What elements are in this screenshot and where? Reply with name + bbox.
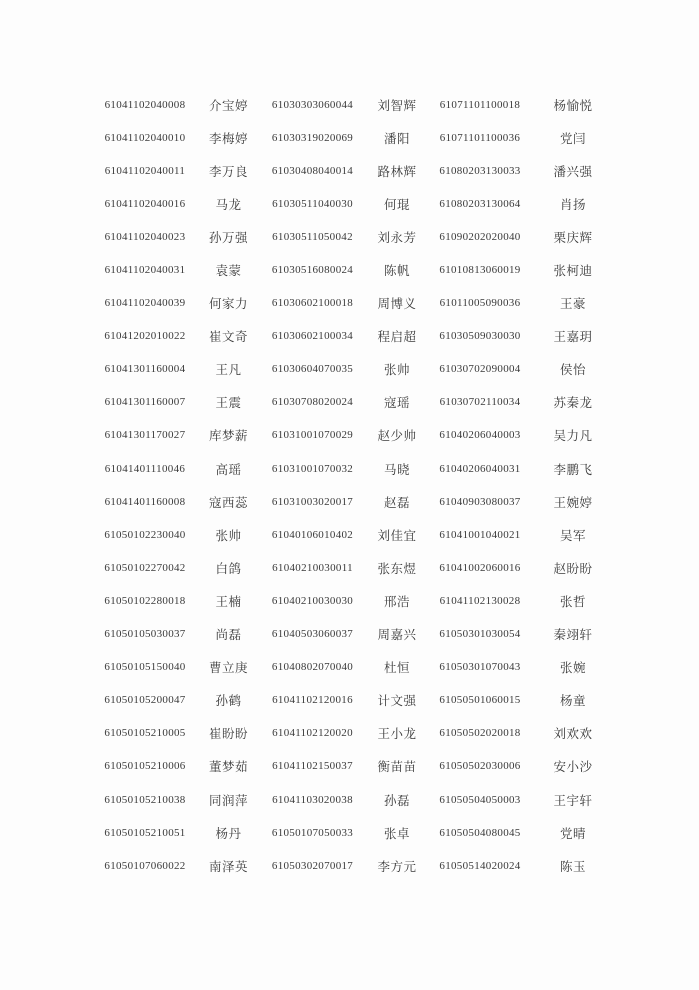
student-name-cell: 张哲 bbox=[559, 594, 586, 609]
student-name-cell: 周博义 bbox=[377, 297, 417, 312]
student-id-cell: 61010813060019 bbox=[439, 264, 521, 277]
student-name-cell: 李梅婷 bbox=[208, 131, 248, 146]
student-name-cell: 计文强 bbox=[377, 694, 417, 709]
student-name-cell: 栗庆辉 bbox=[553, 230, 593, 245]
table-row bbox=[103, 783, 625, 816]
table-row bbox=[103, 154, 625, 187]
student-name-cell: 王震 bbox=[215, 396, 242, 411]
student-id-cell: 61050105030037 bbox=[104, 628, 186, 641]
student-id-cell: 61030509030030 bbox=[439, 330, 521, 343]
student-id-cell: 61050105150040 bbox=[104, 661, 186, 674]
student-id-cell: 61050105210051 bbox=[104, 826, 186, 839]
student-id-cell: 61030408040014 bbox=[271, 164, 354, 177]
student-id-cell: 61031003020017 bbox=[271, 495, 354, 508]
table-row bbox=[103, 419, 625, 452]
student-id-cell: 61050502020018 bbox=[439, 727, 521, 740]
student-id-cell: 61041102040031 bbox=[104, 264, 186, 277]
student-name-cell: 刘智辉 bbox=[377, 98, 417, 113]
table-row bbox=[103, 518, 625, 551]
student-id-cell: 61040903080037 bbox=[439, 495, 521, 508]
student-id-cell: 61041301170027 bbox=[104, 429, 186, 442]
student-id-cell: 61041102040039 bbox=[104, 297, 186, 310]
student-id-cell: 61041102150037 bbox=[272, 760, 353, 773]
student-id-cell: 61050107050033 bbox=[271, 826, 354, 839]
student-name-cell: 南泽英 bbox=[208, 859, 248, 874]
student-name-cell: 赵磊 bbox=[383, 495, 410, 510]
table-row bbox=[103, 121, 625, 154]
table-row bbox=[103, 187, 625, 220]
student-id-cell: 61040206040031 bbox=[439, 462, 521, 475]
student-id-cell: 61050514020024 bbox=[439, 859, 521, 872]
student-name-cell: 白鸽 bbox=[215, 561, 242, 576]
student-id-cell: 61071101100036 bbox=[439, 131, 521, 144]
student-name-cell: 何家力 bbox=[208, 297, 248, 312]
student-id-cell: 61030702090004 bbox=[439, 363, 521, 376]
student-name-cell: 王凡 bbox=[215, 363, 242, 378]
student-id-cell: 61050102280018 bbox=[104, 594, 186, 607]
student-id-cell: 61030604070035 bbox=[271, 363, 354, 376]
student-name-cell: 王豪 bbox=[559, 297, 586, 312]
student-name-cell: 邢浩 bbox=[383, 594, 410, 609]
student-id-cell: 61041103020038 bbox=[272, 793, 353, 806]
student-name-cell: 赵少帅 bbox=[377, 429, 417, 444]
student-name-cell: 何琨 bbox=[383, 197, 410, 212]
student-id-cell: 61050504050003 bbox=[439, 793, 521, 806]
student-id-cell: 61040210030030 bbox=[271, 594, 354, 607]
student-name-cell: 党闫 bbox=[559, 131, 586, 146]
student-name-cell: 张柯迪 bbox=[553, 264, 593, 279]
student-name-cell: 尚磊 bbox=[215, 628, 242, 643]
student-name-cell: 潘兴强 bbox=[553, 164, 593, 179]
student-id-cell: 61050504080045 bbox=[439, 826, 521, 839]
table-row bbox=[103, 386, 625, 419]
student-id-cell: 61050302070017 bbox=[271, 859, 354, 872]
student-name-cell: 陈帆 bbox=[383, 264, 410, 279]
student-name-cell: 衡苗苗 bbox=[377, 760, 417, 775]
student-name-cell: 张东煜 bbox=[377, 561, 417, 576]
table-row bbox=[103, 452, 625, 485]
student-id-cell: 61040210030011 bbox=[272, 561, 353, 574]
student-name-cell: 马龙 bbox=[215, 197, 242, 212]
student-id-cell: 61041102040008 bbox=[104, 98, 186, 111]
student-name-cell: 崔文奇 bbox=[208, 330, 248, 345]
student-id-cell: 61040206040003 bbox=[439, 429, 521, 442]
student-name-cell: 张卓 bbox=[383, 826, 410, 841]
student-id-cell: 61071101100018 bbox=[439, 98, 521, 111]
student-name-cell: 张婉 bbox=[559, 661, 586, 676]
student-name-cell: 程启超 bbox=[377, 330, 417, 345]
student-id-cell: 61050501060015 bbox=[439, 694, 521, 707]
student-id-cell: 61050102270042 bbox=[104, 561, 186, 574]
student-name-cell: 杨愉悦 bbox=[553, 98, 593, 113]
student-name-cell: 李万良 bbox=[208, 164, 248, 179]
student-name-cell: 同润萍 bbox=[208, 793, 248, 808]
student-name-cell: 李鹏飞 bbox=[553, 462, 593, 477]
student-id-cell: 61041202010022 bbox=[104, 330, 186, 343]
student-name-cell: 孙磊 bbox=[383, 793, 410, 808]
student-name-cell: 周嘉兴 bbox=[377, 628, 417, 643]
student-id-cell: 61090202020040 bbox=[439, 230, 521, 243]
student-name-cell: 刘欢欢 bbox=[553, 727, 593, 742]
student-name-cell: 曹立庚 bbox=[208, 661, 248, 676]
table-row bbox=[103, 651, 625, 684]
student-id-cell: 61011005090036 bbox=[439, 297, 521, 310]
table-row bbox=[103, 88, 625, 121]
student-id-cell: 61041001040021 bbox=[439, 528, 521, 541]
student-id-cell: 61030602100018 bbox=[271, 297, 354, 310]
student-id-cell: 61041002060016 bbox=[439, 561, 521, 574]
table-row bbox=[103, 584, 625, 617]
student-name-cell: 孙万强 bbox=[208, 230, 248, 245]
student-id-cell: 61050105210005 bbox=[104, 727, 186, 740]
table-row bbox=[103, 618, 625, 651]
student-id-cell: 61080203130033 bbox=[439, 164, 521, 177]
student-id-cell: 61030303060044 bbox=[271, 98, 354, 111]
table-row bbox=[103, 485, 625, 518]
student-name-cell: 董梦茹 bbox=[208, 760, 248, 775]
table-row bbox=[103, 320, 625, 353]
student-name-cell: 高瑶 bbox=[215, 462, 242, 477]
student-name-cell: 李方元 bbox=[377, 859, 417, 874]
student-id-cell: 61050102230040 bbox=[104, 528, 186, 541]
student-id-cell: 61041102120020 bbox=[272, 727, 353, 740]
student-name-cell: 马晓 bbox=[383, 462, 410, 477]
student-name-cell: 张帅 bbox=[383, 363, 410, 378]
student-id-cell: 61040802070040 bbox=[271, 661, 354, 674]
student-id-cell: 61031001070032 bbox=[271, 462, 354, 475]
table-row bbox=[103, 551, 625, 584]
student-id-cell: 61050301070043 bbox=[439, 661, 521, 674]
student-name-cell: 赵盼盼 bbox=[553, 561, 593, 576]
student-name-cell: 袁蒙 bbox=[215, 264, 242, 279]
student-id-cell: 61050107060022 bbox=[104, 859, 186, 872]
student-id-cell: 61050105210006 bbox=[104, 760, 186, 773]
student-id-cell: 61080203130064 bbox=[439, 197, 521, 210]
roster-table-body bbox=[103, 88, 625, 882]
table-row bbox=[103, 220, 625, 253]
student-id-cell: 61041301160004 bbox=[104, 363, 186, 376]
table-row bbox=[103, 849, 625, 882]
student-id-cell: 61030516080024 bbox=[271, 264, 354, 277]
student-id-cell: 61041102130028 bbox=[439, 594, 521, 607]
table-row bbox=[103, 750, 625, 783]
student-name-cell: 崔盼盼 bbox=[208, 727, 248, 742]
student-name-cell: 秦翊轩 bbox=[553, 628, 593, 643]
student-id-cell: 61030511050042 bbox=[272, 230, 353, 243]
student-id-cell: 61050301030054 bbox=[439, 628, 521, 641]
student-name-cell: 张帅 bbox=[215, 528, 242, 543]
student-name-cell: 王婉婷 bbox=[553, 495, 593, 510]
student-name-cell: 吴军 bbox=[559, 528, 586, 543]
student-id-cell: 61041102120016 bbox=[272, 694, 353, 707]
student-id-cell: 61041301160007 bbox=[104, 396, 186, 409]
student-id-cell: 61030702110034 bbox=[439, 396, 521, 409]
student-name-cell: 肖扬 bbox=[559, 197, 586, 212]
student-id-cell: 61030511040030 bbox=[272, 197, 353, 210]
table-row bbox=[103, 684, 625, 717]
student-name-cell: 陈玉 bbox=[559, 859, 586, 874]
student-name-cell: 寇瑶 bbox=[383, 396, 410, 411]
student-name-cell: 刘佳宜 bbox=[377, 528, 417, 543]
student-name-cell: 安小沙 bbox=[553, 760, 593, 775]
student-name-cell: 王嘉玥 bbox=[553, 330, 593, 345]
student-id-cell: 61041102040011 bbox=[104, 164, 186, 177]
table-row bbox=[103, 816, 625, 849]
student-name-cell: 孙鹤 bbox=[215, 694, 242, 709]
student-name-cell: 侯怡 bbox=[559, 363, 586, 378]
student-id-cell: 61041102040016 bbox=[104, 197, 186, 210]
student-name-cell: 杜恒 bbox=[383, 661, 410, 676]
student-name-cell: 杨童 bbox=[559, 694, 586, 709]
student-id-cell: 61041401160008 bbox=[104, 495, 186, 508]
student-name-cell: 王宇轩 bbox=[553, 793, 593, 808]
student-id-cell: 61041102040023 bbox=[104, 230, 186, 243]
student-id-cell: 61050502030006 bbox=[439, 760, 521, 773]
student-id-cell: 61030708020024 bbox=[271, 396, 354, 409]
student-id-cell: 61050105200047 bbox=[104, 694, 186, 707]
student-name-cell: 王小龙 bbox=[377, 727, 417, 742]
student-name-cell: 王楠 bbox=[215, 594, 242, 609]
table-row bbox=[103, 717, 625, 750]
student-name-cell: 苏秦龙 bbox=[553, 396, 593, 411]
student-name-cell: 党晴 bbox=[559, 826, 586, 841]
student-id-cell: 61031001070029 bbox=[271, 429, 354, 442]
student-name-cell: 介宝婷 bbox=[208, 98, 248, 113]
student-id-cell: 61041401110046 bbox=[104, 462, 186, 475]
student-name-cell: 潘阳 bbox=[383, 131, 410, 146]
table-row bbox=[103, 253, 625, 286]
student-id-cell: 61041102040010 bbox=[104, 131, 186, 144]
student-id-cell: 61040503060037 bbox=[271, 628, 354, 641]
roster-table bbox=[103, 88, 625, 882]
table-row bbox=[103, 353, 625, 386]
student-id-cell: 61050105210038 bbox=[104, 793, 186, 806]
student-id-cell: 61030602100034 bbox=[271, 330, 354, 343]
student-id-cell: 61040106010402 bbox=[271, 528, 354, 541]
student-name-cell: 吴力凡 bbox=[553, 429, 593, 444]
student-name-cell: 杨丹 bbox=[215, 826, 242, 841]
student-name-cell: 寇西蕊 bbox=[208, 495, 248, 510]
student-name-cell: 刘永芳 bbox=[377, 230, 417, 245]
student-name-cell: 路林辉 bbox=[377, 164, 417, 179]
table-row bbox=[103, 287, 625, 320]
student-id-cell: 61030319020069 bbox=[271, 131, 354, 144]
student-name-cell: 库梦薪 bbox=[208, 429, 248, 444]
